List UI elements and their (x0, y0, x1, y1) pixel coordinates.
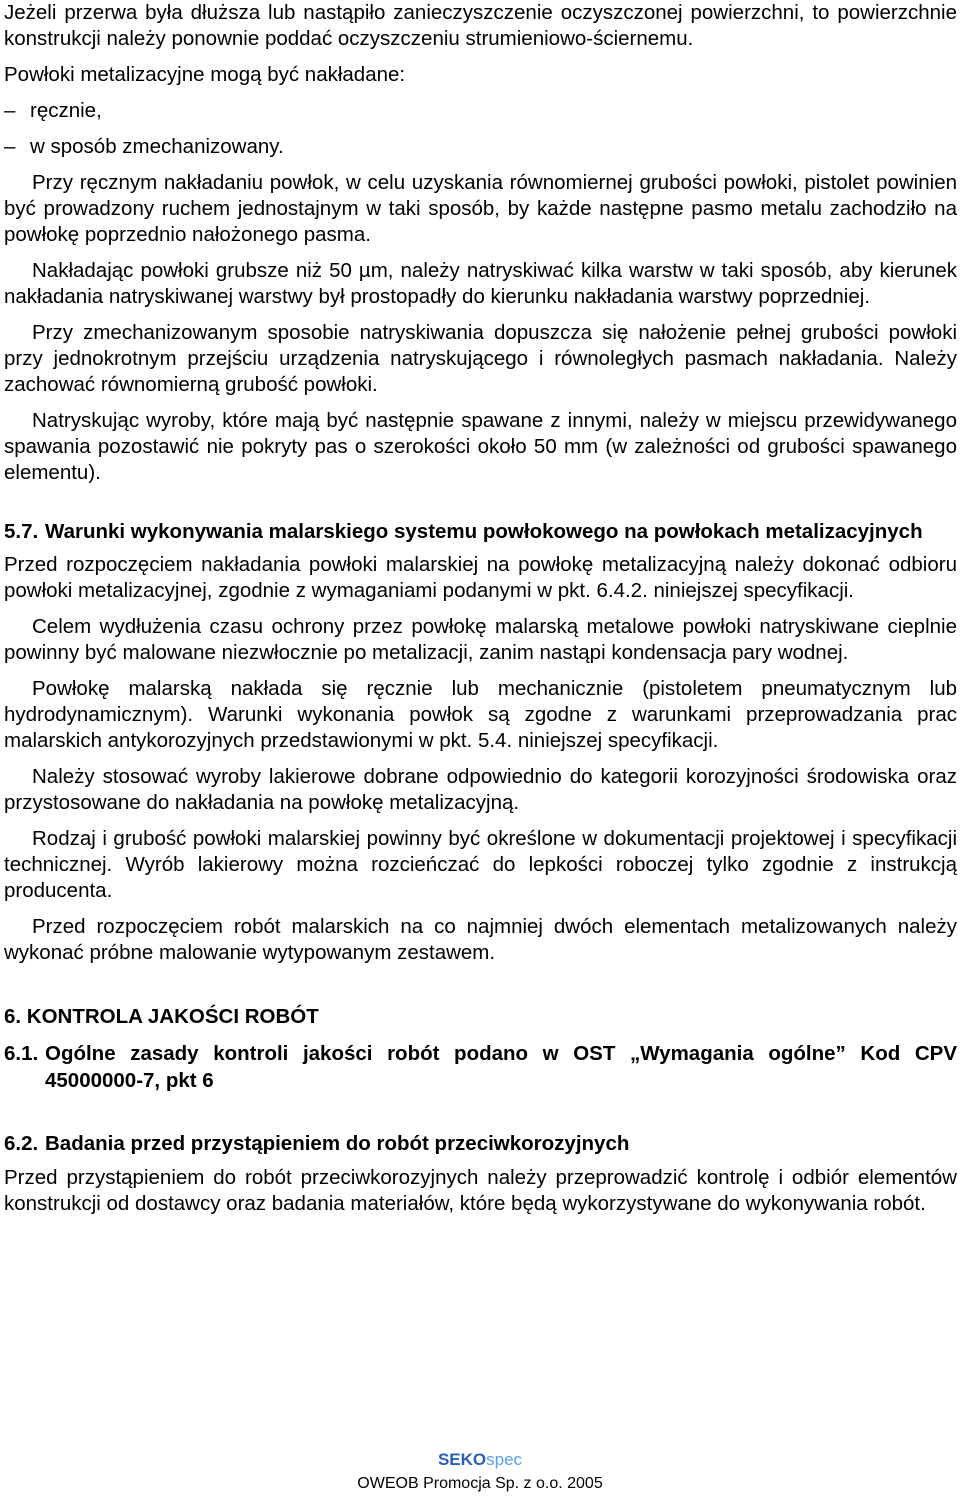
paragraph-welding: Natryskując wyroby, które mają być następnie spawane z innymi, należy w miejscu przewidywanego spawania pozostawić nie pokryty pas o szerokości około 50 mm (w zależności od grubości spawanego elementu). (4, 409, 957, 484)
paragraph-manual-application: Przy ręcznym nakładaniu powłok, w celu uzyskania równomiernej grubości powłoki, pistolet powinien być prowadzony ruchem jednostajnym w taki sposób, by każde następne pasmo metalu zachodziło na powłokę poprzednio nałożonego pasma. (4, 171, 957, 246)
section-number: 6.1. (4, 1042, 39, 1065)
paragraph-5-7-2: Celem wydłużenia czasu ochrony przez powłokę malarską metalowe powłoki natryskiwane cieplnie powinny być malowane niezwłocznie po metalizacji, zanim nastąpi kondensacja pary wodnej. (4, 615, 957, 664)
paragraph-6-2-1: Przed przystąpieniem do robót przeciwkorozyjnych należy przeprowadzić kontrolę i odbiór elementów konstrukcji od dostawcy oraz badania materiałów, które będą wykorzystywane do wykonywania robót. (4, 1166, 957, 1215)
paragraph-mechanized: Przy zmechanizowanym sposobie natryskiwania dopuszcza się nałożenie pełnej grubości powłoki przy jednokrotnym przejściu urządzenia natryskującego i równoległych pasmach nakładania. Należy zachować równomierną grubość powłoki. (4, 321, 957, 396)
paragraph-methods: Powłoki metalizacyjne mogą być nakładane: (4, 63, 406, 86)
section-heading-6-1 (4, 1040, 957, 1094)
section-title: Badania przed przystąpieniem do robót przeciwkorozyjnych (45, 1132, 630, 1155)
section-number: 6.2. (4, 1132, 39, 1155)
company-logo (0, 1450, 960, 1470)
logo-part-spec: spec (486, 1450, 523, 1469)
list-item-text: w sposób zmechanizowany. (30, 135, 284, 158)
page-footer (0, 1450, 960, 1494)
section-heading-5-7 (4, 518, 957, 545)
logo-part-seko: SEKO (437, 1450, 487, 1469)
dash-bullet: – (4, 135, 16, 158)
paragraph-5-7-4: Należy stosować wyroby lakierowe dobrane odpowiednio do kategorii korozyjności środowiska oraz przystosowane do nakładania na powłokę metalizacyjną. (4, 765, 957, 814)
paragraph-5-7-1: Przed rozpoczęciem nakładania powłoki malarskiej na powłokę metalizacyjną należy dokonać odbioru powłoki metalizacyjnej, zgodnie z wymaganiami podanymi w pkt. 6.4.2. niniejszej specyfikacji. (4, 553, 957, 602)
document-page (4, 0, 957, 1217)
paragraph-thicker-coatings: Nakładając powłoki grubsze niż 50 µm, należy natryskiwać kilka warstw w taki sposób, aby kierunek nakładania natryskiwanej warstwy był prostopadły do kierunku nakładania warstwy poprzedniej. (4, 259, 957, 308)
list-item (4, 134, 957, 160)
footer-copyright: OWEOB Promocja Sp. z o.o. 2005 (357, 1475, 603, 1492)
paragraph-intro: Jeżeli przerwa była dłuższa lub nastąpiło zanieczyszczenie oczyszczonej powierzchni, to powierzchnie konstrukcji należy ponownie poddać oczyszczeniu strumieniowo-ściernemu. (4, 1, 957, 50)
section-title: Ogólne zasady kontroli jakości robót podano w OST „Wymagania ogólne” Kod CPV 45000000-7, pkt 6 (45, 1042, 957, 1092)
methods-list (4, 98, 957, 160)
dash-bullet: – (4, 99, 16, 122)
list-item (4, 98, 957, 124)
paragraph-5-7-5: Rodzaj i grubość powłoki malarskiej powinny być określone w dokumentacji projektowej i specyfikacji technicznej. Wyrób lakierowy można rozcieńczać do lepkości roboczej tylko zgodnie z instrukcją producenta. (4, 827, 957, 902)
section-number: 5.7. (4, 520, 39, 543)
paragraph-5-7-3: Powłokę malarską nakłada się ręcznie lub mechanicznie (pistoletem pneumatycznym lub hydrodynamicznym). Warunki wykonania powłok są zgodne z warunkami przeprowadzania prac malarskich antykorozyjnych przedstawionymi w pkt. 5.4. niniejszej specyfikacji. (4, 677, 957, 752)
section-heading-6: 6. KONTROLA JAKOŚCI ROBÓT (4, 1005, 319, 1028)
section-heading-6-2 (4, 1130, 957, 1157)
section-title: Warunki wykonywania malarskiego systemu powłokowego na powłokach metalizacyjnych (45, 520, 923, 543)
list-item-text: ręcznie, (30, 99, 102, 122)
paragraph-5-7-6: Przed rozpoczęciem robót malarskich na co najmniej dwóch elementach metalizowanych należy wykonać próbne malowanie wytypowanym zestawem. (4, 915, 957, 964)
